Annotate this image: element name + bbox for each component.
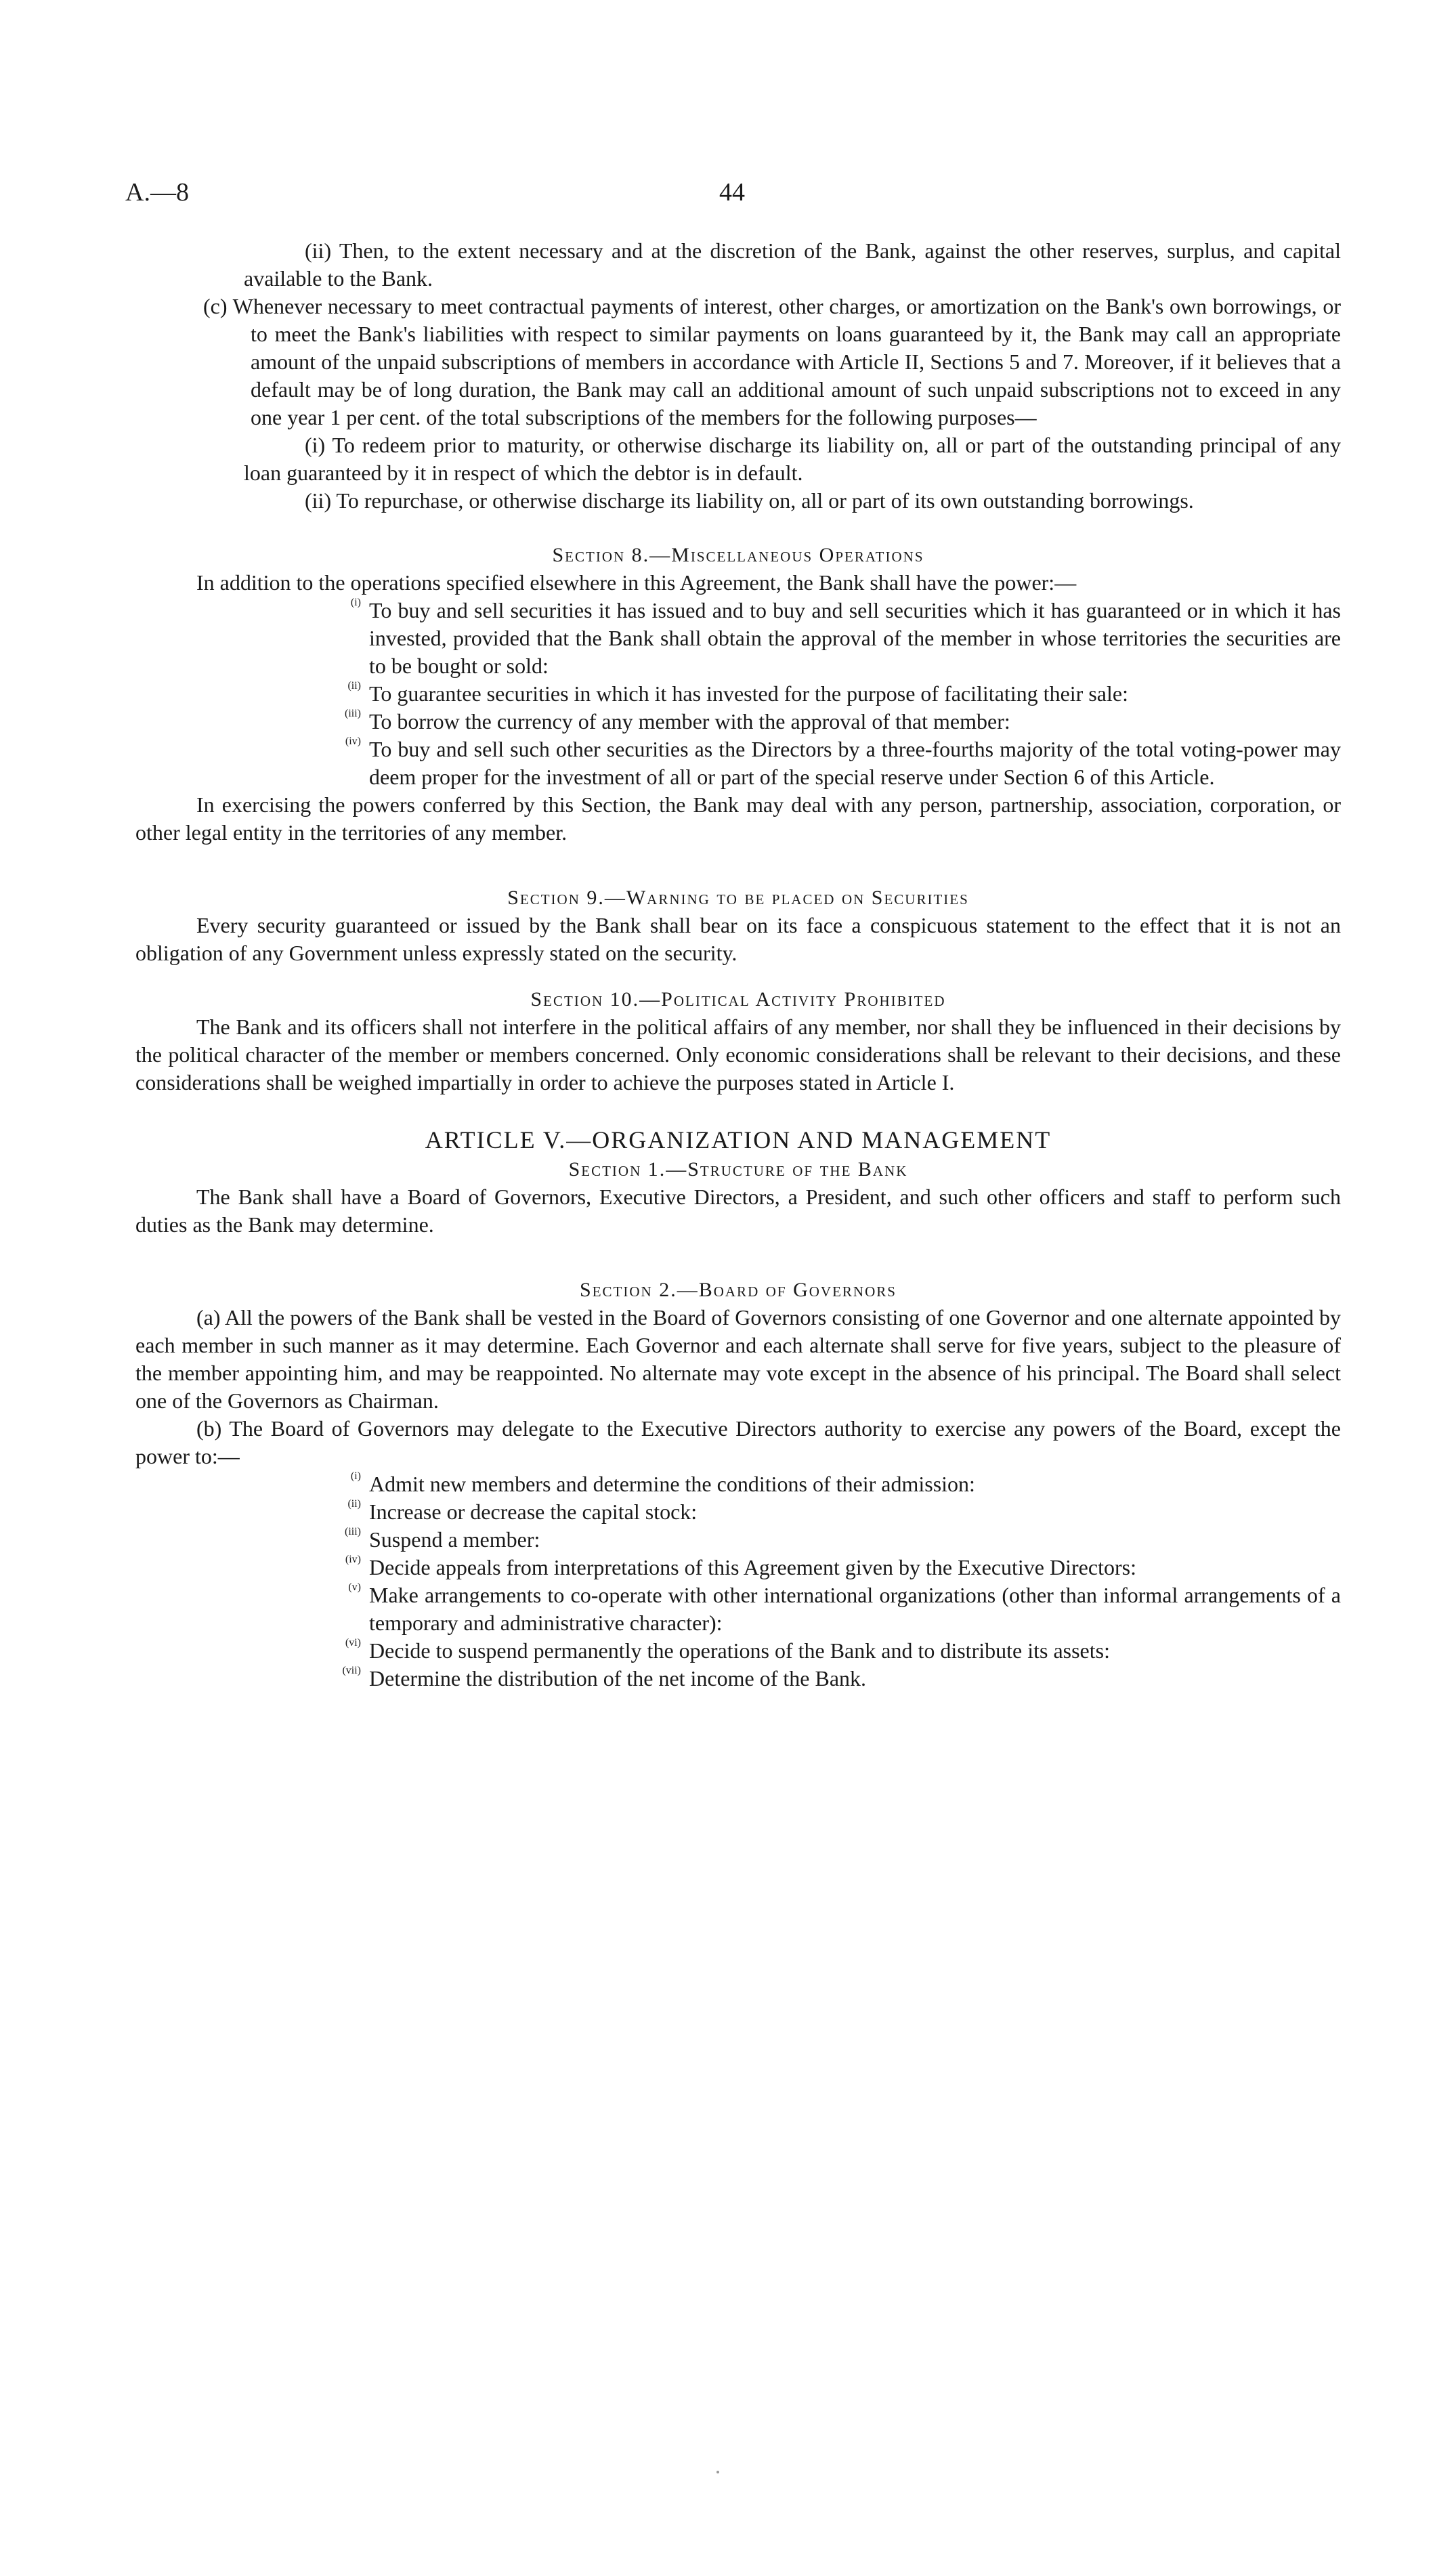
article-5-section-2-heading: Section 2.—Board of Governors bbox=[580, 1279, 897, 1301]
list-item-number: (ii) bbox=[347, 1498, 361, 1510]
list-item-number: (iii) bbox=[345, 708, 361, 719]
list-item bbox=[350, 597, 1341, 680]
paragraph-b-ii: (ii) Then, to the extent necessary and at the discretion of the Bank, against the other reserves, surplus, and capital available to the Bank. bbox=[244, 238, 1341, 291]
list-item-text: To buy and sell such other securities as the Directors by a three-fourths majority of the total voting-power may deem proper for the investment of all or part of the special reserve under Section 6 of this Article. bbox=[369, 737, 1341, 789]
article-5-section-1-text: The Bank shall have a Board of Governors, Executive Directors, a President, and such other officers and staff to perform such duties as the Bank may determine. bbox=[135, 1185, 1341, 1237]
page-body bbox=[135, 237, 1341, 1693]
page-number: 44 bbox=[719, 178, 745, 207]
list-item bbox=[350, 1470, 1341, 1498]
paragraph-c-ii: (ii) To repurchase, or otherwise discharge its liability on, all or part of its own outstanding borrowings. bbox=[305, 488, 1194, 513]
article-5-section-1-heading: Section 1.—Structure of the Bank bbox=[568, 1158, 908, 1181]
article-5-section-2-a: (a) All the powers of the Bank shall be vested in the Board of Governors consisting of one Governor and one alternate appointed by each member in such manner as it may determine. Each Governor and each alternate shall serve for five years, subject to the pleasure of the member appointing him, and may be reappointed. No alternate may vote except in the absence of his principal. The Board shall select one of the Governors as Chairman. bbox=[135, 1305, 1341, 1413]
list-item-number: (vii) bbox=[342, 1665, 361, 1676]
list-item bbox=[347, 1498, 1341, 1526]
list-item bbox=[348, 1581, 1341, 1637]
list-item-text: To guarantee securities in which it has invested for the purpose of facilitating their sale: bbox=[369, 681, 1128, 706]
list-item-number: (v) bbox=[348, 1581, 361, 1593]
section-8-intro: In addition to the operations specified elsewhere in this Agreement, the Bank shall have the power:— bbox=[196, 570, 1077, 595]
list-item bbox=[345, 1554, 1341, 1581]
list-item-number: (iv) bbox=[345, 1554, 361, 1565]
paragraph-c: (c) Whenever necessary to meet contractual payments of interest, other charges, or amortization on the Bank's own borrowings, or to meet the Bank's liabilities with respect to similar payments on loans guaranteed by it, the Bank may call an appropriate amount of the unpaid subscriptions of members in accordance with Article II, Sections 5 and 7. Moreover, if it believes that a default may be of long duration, the Bank may call an additional amount of such unpaid subscriptions not to exceed in any one year 1 per cent. of the total subscriptions of the members for the following purposes— bbox=[203, 294, 1341, 429]
page-header bbox=[0, 177, 1456, 218]
list-item-text: Determine the distribution of the net income of the Bank. bbox=[369, 1666, 867, 1690]
list-item-number: (vi) bbox=[345, 1637, 361, 1649]
section-9-heading: Section 9.—Warning to be placed on Securities bbox=[507, 887, 969, 909]
paragraph-c-i: (i) To redeem prior to maturity, or otherwise discharge its liability on, all or part of the outstanding principal of any loan guaranteed by it in respect of which the debtor is in default. bbox=[244, 433, 1341, 485]
list-item-text: To borrow the currency of any member with the approval of that member: bbox=[369, 709, 1010, 733]
list-item-number: (iv) bbox=[345, 736, 361, 747]
article-5-heading: ARTICLE V.—ORGANIZATION AND MANAGEMENT bbox=[425, 1126, 1052, 1153]
scan-speck bbox=[716, 2471, 719, 2473]
section-8-closing: In exercising the powers conferred by this Section, the Bank may deal with any person, partnership, association, corporation, or other legal entity in the territories of any member. bbox=[135, 792, 1341, 845]
list-item-number: (i) bbox=[350, 1470, 361, 1482]
list-item-number: (ii) bbox=[347, 680, 361, 692]
list-item-text: Admit new members and determine the conditions of their admission: bbox=[369, 1472, 975, 1496]
list-item-text: Suspend a member: bbox=[369, 1527, 540, 1552]
list-item bbox=[342, 1665, 1341, 1693]
list-item bbox=[347, 680, 1341, 708]
list-item bbox=[345, 736, 1341, 791]
list-item bbox=[345, 708, 1341, 736]
list-item-text: Decide appeals from interpretations of this Agreement given by the Executive Directors: bbox=[369, 1555, 1136, 1579]
list-item-text: Make arrangements to co-operate with other international organizations (other than informal arrangements of a temporary and administrative character): bbox=[369, 1583, 1341, 1635]
list-item-number: (i) bbox=[350, 597, 361, 608]
section-10-heading: Section 10.—Political Activity Prohibited bbox=[530, 988, 946, 1011]
section-9-text: Every security guaranteed or issued by the Bank shall bear on its face a conspicuous statement to the effect that it is not an obligation of any Government unless expressly stated on the security. bbox=[135, 913, 1341, 965]
list-item-text: To buy and sell securities it has issued and to buy and sell securities which it has guaranteed or in which it has invested, provided that the Bank shall obtain the approval of the member in whose territories the securities are to be bought or sold: bbox=[369, 598, 1341, 678]
list-item-number: (iii) bbox=[345, 1526, 361, 1537]
list-item-text: Decide to suspend permanently the operations of the Bank and to distribute its assets: bbox=[369, 1638, 1110, 1663]
list-item-text: Increase or decrease the capital stock: bbox=[369, 1500, 698, 1524]
list-item bbox=[345, 1637, 1341, 1665]
section-10-text: The Bank and its officers shall not interfere in the political affairs of any member, nor shall they be influenced in their decisions by the political character of the member or members concerned. Only economic considerations shall be relevant to their decisions, and these considerations shall be weighed impartially in order to achieve the purposes stated in Article I. bbox=[135, 1015, 1341, 1094]
document-reference: A.—8 bbox=[125, 178, 189, 207]
article-5-section-2-b: (b) The Board of Governors may delegate to the Executive Directors authority to exercise any powers of the Board, except the power to:— bbox=[135, 1416, 1341, 1468]
section-8-heading: Section 8.—Miscellaneous Operations bbox=[552, 544, 924, 566]
list-item bbox=[345, 1526, 1341, 1554]
